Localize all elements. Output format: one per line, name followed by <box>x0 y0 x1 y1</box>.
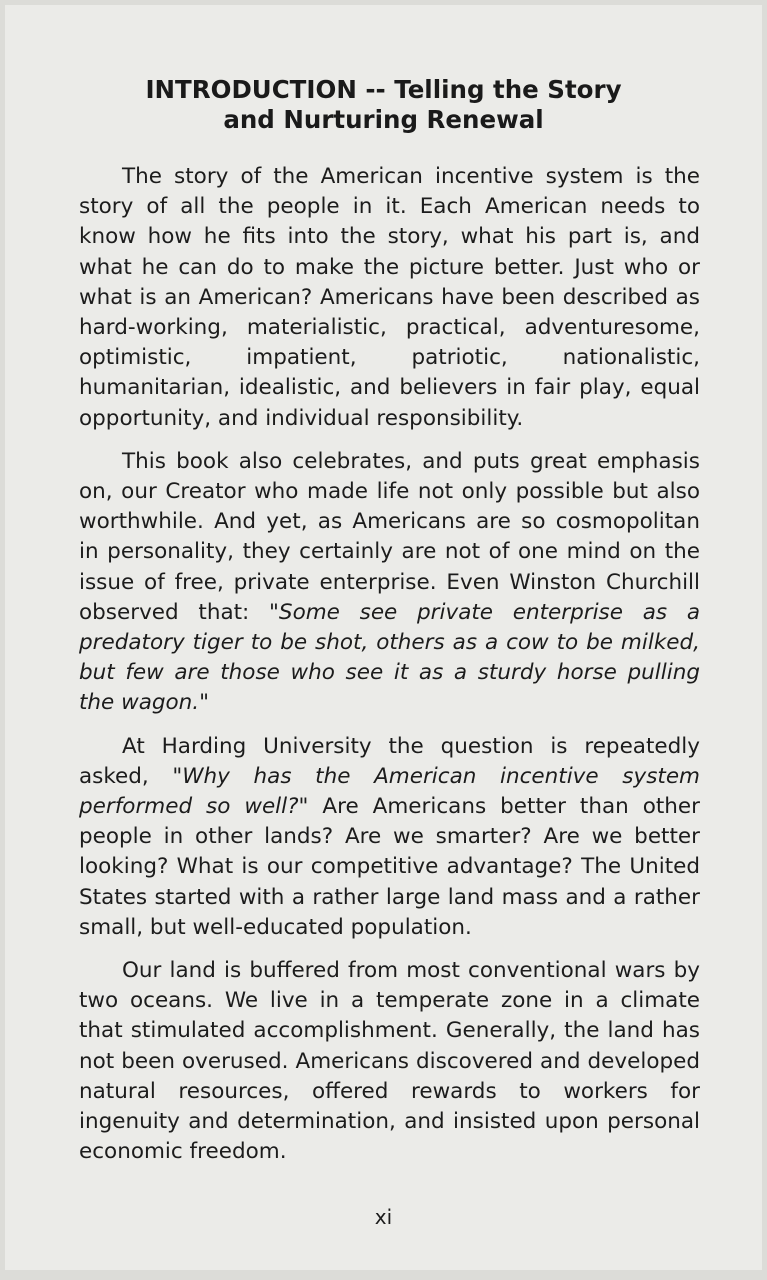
chapter-title <box>5 75 762 135</box>
paragraph-3-text-start: At Harding University the question is repeatedly asked, <box>79 733 700 789</box>
churchill-quote: "Some see private enterprise as a predatory tiger to be shot, others as a cow to be milked, but few are those who see it as a sturdy horse pulling the wagon." <box>79 599 700 716</box>
body-text <box>79 162 700 1181</box>
page-number: xi <box>374 1205 393 1229</box>
paragraph-1: The story of the American incentive system is the story of all the people in it. Each American needs to know how he fits into the story, what his part is, and what he can do to make the picture better. Just who or what is an American? Americans have been described as hard-working, materialistic, practical, adventuresome, optimistic, impatient, patriotic, nationalistic, humanitarian, idealistic, and believers in fair play, equal opportunity, and individual responsibility. <box>79 164 700 431</box>
paragraph-4: Our land is buffered from most conventional wars by two oceans. We live in a temperate zone in a climate that stimulated accomplishment. Generally, the land has not been overused. Americans discovered and developed natural resources, offered rewards to workers for ingenuity and determination, and insisted upon personal economic freedom. <box>79 958 700 1165</box>
harding-question: "Why has the American incentive system performed so well?" <box>79 763 700 820</box>
book-page <box>5 5 762 1270</box>
paragraph-2 <box>79 447 700 719</box>
paragraph-3-text-end: Are Americans better than other people in other lands? Are we smarter? Are we better looking? What is our competitive advantage? The United States started with a rather large land mass and a rather small, but well-educated population. <box>79 794 700 940</box>
paragraph-3 <box>79 732 700 943</box>
chapter-title-line-1: INTRODUCTION -- Telling the Story <box>145 75 622 104</box>
chapter-title-line-2: and Nurturing Renewal <box>223 105 544 134</box>
paragraph-2-text: This book also celebrates, and puts great emphasis on, our Creator who made life not only possible but also worthwhile. And yet, as Americans are so cosmopolitan in personality, they certainly are not of one mind on the issue of free, private enterprise. Even Winston Churchill observed that: <box>79 448 700 625</box>
